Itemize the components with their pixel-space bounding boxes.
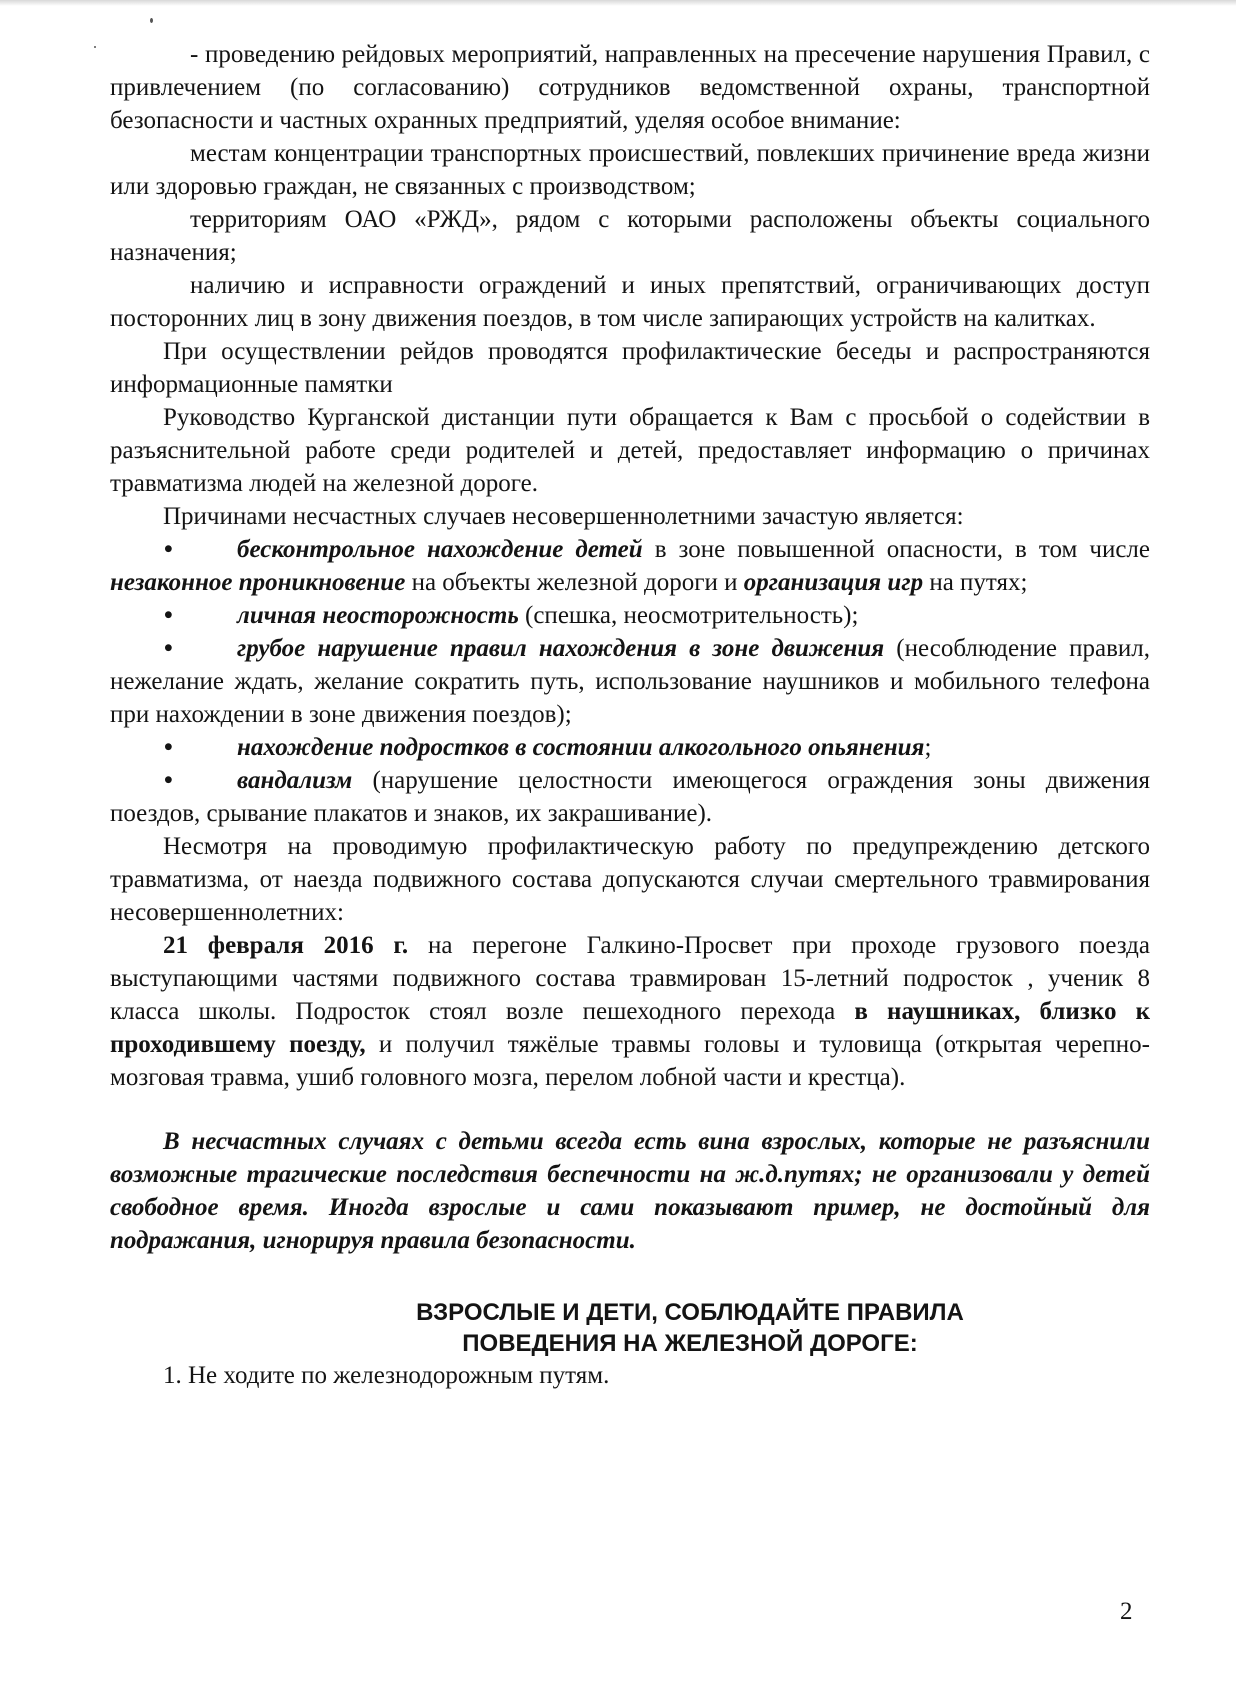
safety-rules-heading [230, 1297, 1150, 1359]
bullet-symbol: • [164, 536, 173, 563]
bullet-symbol: • [164, 734, 173, 761]
bullet-symbol: • [164, 602, 173, 629]
paragraph-causes-intro: Причинами несчастных случаев несовершеннолетними зачастую является: [163, 503, 964, 530]
incident-text: на перегоне Галкино-Просвет при проходе грузового поезда выступающими частями подвижного состава травмирован 15-летний подросток , ученик 8 класса школы. Подросток стоял возле пешеходного перехода [110, 932, 1150, 1025]
bullet-emphasis: грубое нарушение правил нахождения в зоне движения [237, 635, 885, 662]
incident-date: 21 февраля 2016 г. [163, 932, 409, 959]
bullet-text: на путях; [923, 569, 1028, 596]
incident-emphasis: в наушниках, близко к проходившему поезду, [110, 998, 1150, 1058]
page-number: 2 [1120, 1598, 1133, 1625]
scan-speck [94, 46, 96, 48]
paragraph-incident-intro: Несмотря на проводимую профилактическую работу по предупреждению детского травматизма, от наезда подвижного состава допускаются случаи смертельного травмирования несовершеннолетних: [110, 833, 1150, 926]
bullet-symbol: • [164, 635, 173, 662]
heading-line: ВЗРОСЛЫЕ И ДЕТИ, СОБЛЮДАЙТЕ ПРАВИЛА [416, 1299, 964, 1326]
bullet-emphasis: организация игр [743, 569, 924, 596]
paragraph-rzd-territories: территориям ОАО «РЖД», рядом с которыми расположены объекты социального назначения; [110, 206, 1150, 266]
rule-item: 1. Не ходите по железнодорожным путям. [163, 1362, 610, 1389]
paragraph-closing: В несчастных случаях с детьми всегда есть вина взрослых, которые не разъяснили возможные трагические последствия беспечности на ж.д.путях; не организовали у детей свободное время. Иногда взрослые и сами показывают пример, не достойный для подражания, игнорируя правила безопасности. [110, 1128, 1150, 1254]
paragraph-appeal: Руководство Курганской дистанции пути обращается к Вам с просьбой о содействии в разъяснительной работе среди родителей и детей, предоставляет информацию о причинах травматизма людей на железной дороге. [110, 404, 1150, 497]
scan-speck [150, 18, 153, 23]
bullet-item [110, 533, 1150, 599]
bullet-symbol: • [164, 767, 173, 794]
document-body [110, 38, 1150, 1392]
paragraph-raids: - проведению рейдовых мероприятий, направленных на пресечение нарушения Правил, с привлечением (по согласованию) сотрудников ведомственной охраны, транспортной безопасности и частных охранных предприятий, уделяя особое внимание: [110, 41, 1150, 134]
bullet-emphasis: личная неосторожность [237, 602, 519, 629]
bullet-item [110, 632, 1150, 731]
bullet-emphasis: вандализм [237, 767, 353, 794]
heading-line: ПОВЕДЕНИЯ НА ЖЕЛЕЗНОЙ ДОРОГЕ: [462, 1330, 918, 1357]
bullet-text: (несоблюдение правил, нежелание ждать, желание сократить путь, использование наушников и мобильного телефона при нахождении в зоне движения поездов); [110, 635, 1150, 728]
paragraph-raid-talks: При осуществлении рейдов проводятся профилактические беседы и распространяются информационные памятки [110, 338, 1150, 398]
bullet-item [110, 764, 1150, 830]
bullet-text: ; [924, 734, 932, 761]
paragraph-fences: наличию и исправности ограждений и иных препятствий, ограничивающих доступ посторонних лиц в зону движения поездов, в том числе запирающих устройств на калитках. [110, 272, 1150, 332]
bullet-text: в зоне повышенной опасности, в том числе [642, 536, 1150, 563]
bullet-emphasis: бесконтрольное нахождение детей [237, 536, 643, 563]
bullet-text: (нарушение целостности имеющегося ограждения зоны движения поездов, срывание плакатов и знаков, их закрашивание). [110, 767, 1150, 827]
incident-text: и получил тяжёлые травмы головы и туловища (открытая черепно-мозговая травма, ушиб головного мозга, перелом лобной части и крестца). [110, 1031, 1150, 1091]
bullet-text: (спешка, неосмотрительность); [518, 602, 859, 629]
scan-top-edge [0, 0, 1236, 6]
bullet-item [110, 731, 1150, 764]
bullet-item [110, 599, 1150, 632]
paragraph-accident-places: местам концентрации транспортных происшествий, повлекших причинение вреда жизни или здоровью граждан, не связанных с производством; [110, 140, 1150, 200]
spacer [110, 1094, 1150, 1125]
paragraph-incident [110, 929, 1150, 1094]
bullet-emphasis: нахождение подростков в состоянии алкогольного опьянения [237, 734, 925, 761]
bullet-emphasis: незаконное проникновение [110, 569, 406, 596]
bullet-text: на объекты железной дороги и [405, 569, 744, 596]
